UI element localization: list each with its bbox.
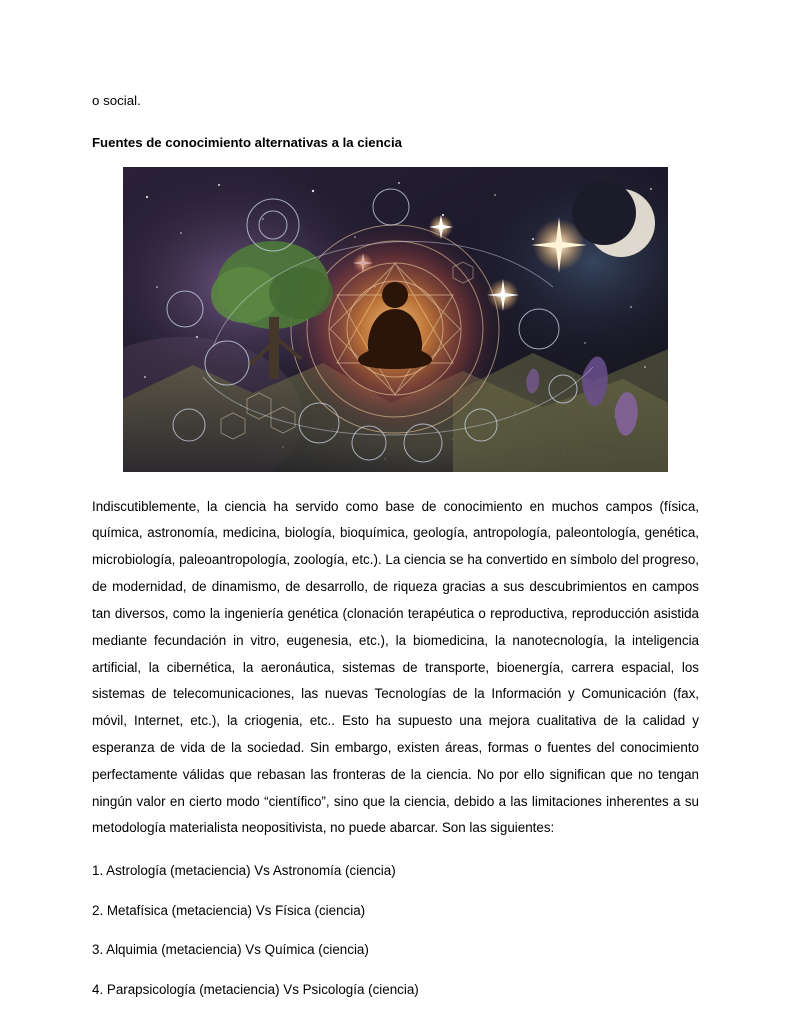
main-paragraph: Indiscutiblemente, la ciencia ha servido como base de conocimiento en muchos campos (física, química, astronomía, medicina, biología, bioquímica, geología, antropología, paleontología, genética, microbiología, paleoantropología, zoología, etc.). La ciencia se ha convertido en símbolo del progreso, de modernidad, de dinamismo, de desarrollo, de riqueza gracias a sus descubrimientos en campos tan diversos, como la ingeniería genética (clonación terapéutica o reproductiva, reproducción asistida mediante fecundación in vitro, eugenesia, etc.), la biomedicina, la nanotecnología, la inteligencia artificial, la cibernética, la aeronáutica, sistemas de transporte, bioenergía, carrera espacial, los sistemas de telecomunicaciones, las nuevas Tecnologías de la Información y Comunicación (fax, móvil, Internet, etc.), la criogenia, etc.. Esto ha supuesto una mejora cualitativa de la calidad y esperanza de vida de la sociedad. Sin embargo, existen áreas, formas o fuentes del conocimiento perfectamente válidas que rebasan las fronteras de la ciencia. No por ello significan que no tengan ningún valor en cierto modo “científico”, sino que la ciencia, debido a las limitaciones inherentes a su metodología materialista neopositivista, no puede abarcar. Son las siguientes: [92,498,699,836]
top-fragment-text: o social. [92,93,141,108]
meditation-cosmos-illustration [123,167,668,472]
list-item: 3. Alquimia (metaciencia) Vs Química (ciencia) [92,942,369,958]
section-heading: Fuentes de conocimiento alternativas a la ciencia [92,134,403,150]
list-item: 2. Metafísica (metaciencia) Vs Física (ciencia) [92,902,366,918]
list-item: 4. Parapsicología (metaciencia) Vs Psicología (ciencia) [92,981,419,997]
illustration-svg [123,167,668,472]
list-item: 1. Astrología (metaciencia) Vs Astronomía (ciencia) [92,863,396,879]
